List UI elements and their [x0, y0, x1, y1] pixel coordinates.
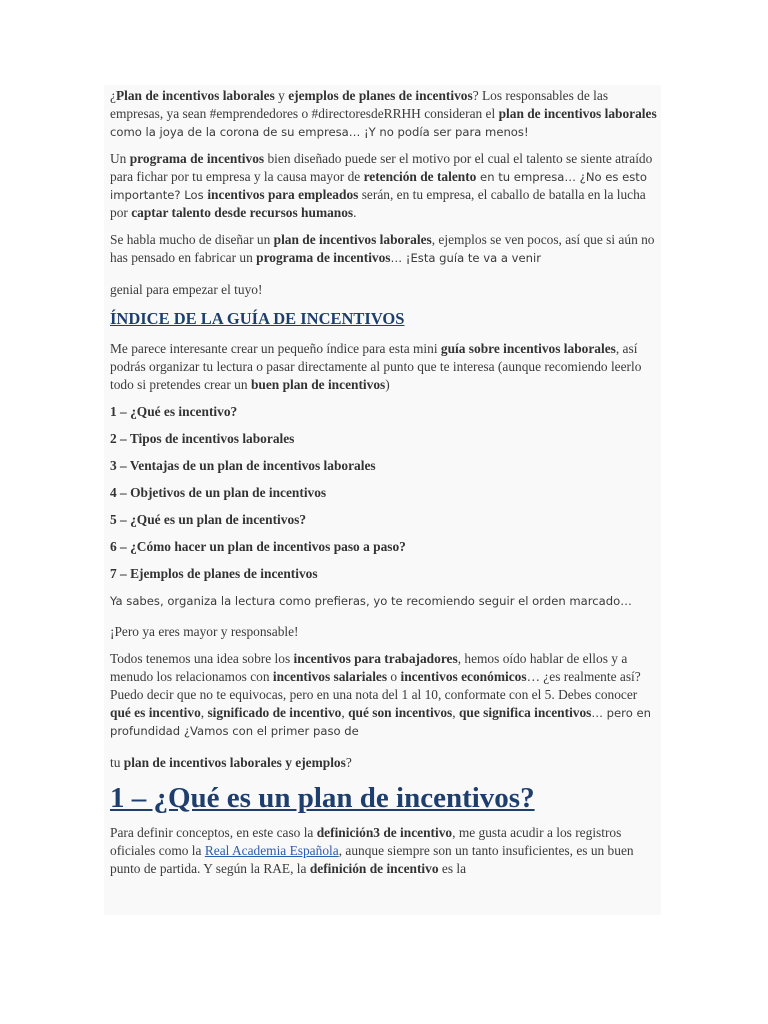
text: .: [353, 205, 357, 220]
bold-text: plan de incentivos laborales: [498, 106, 657, 121]
program-paragraph: [110, 150, 658, 222]
text: en tu empresa… ¿No es esto importante? Los: [110, 170, 647, 202]
text: tu: [110, 755, 124, 770]
index-item[interactable]: 1 – ¿Qué es incentivo?: [110, 404, 238, 419]
text: ? Los responsables de las empresas, ya sean #emprendedores o #directoresdeRRHH consideran el: [110, 88, 609, 121]
bold-text: plan de incentivos laborales y ejemplos: [123, 755, 346, 770]
document-page: [104, 85, 661, 915]
intro-paragraph: [110, 87, 658, 141]
index-item[interactable]: 4 – Objetivos de un plan de incentivos: [110, 485, 327, 500]
rae-link[interactable]: Real Academia Española: [204, 843, 339, 858]
bold-text: ejemplos de planes de incentivos: [288, 88, 473, 103]
bold-text: significado de incentivo: [207, 705, 342, 720]
text: ¿: [110, 88, 116, 103]
bold-text: incentivos para empleados: [207, 187, 359, 202]
design-paragraph-end: genial para empezar el tuyo!: [110, 282, 263, 297]
text: y: [274, 88, 289, 103]
bold-text: incentivos para trabajadores: [293, 651, 458, 666]
bold-text: programa de incentivos: [256, 250, 391, 265]
bold-text: que significa incentivos: [458, 705, 592, 720]
bold-text: qué es incentivo: [110, 705, 201, 720]
bold-text: Plan de incentivos laborales: [115, 88, 275, 103]
text: Todos tenemos una idea sobre los: [110, 651, 294, 666]
bold-text: guía sobre incentivos laborales: [440, 341, 616, 356]
text: ): [385, 377, 390, 392]
index-item[interactable]: 2 – Tipos de incentivos laborales: [110, 431, 295, 446]
text: … ¿es realmente así? Puedo decir que no te equivocas, pero en una nota del 1 al 10, conformate con el 5. Debes conocer: [110, 669, 641, 702]
text: Me parece interesante crear un pequeño índice para esta mini: [110, 341, 441, 356]
bold-text: buen plan de incentivos: [250, 377, 386, 392]
text: es la: [438, 861, 467, 876]
bold-text: retención de talento: [363, 169, 477, 184]
incentives-paragraph: [110, 650, 658, 740]
bold-text: qué son incentivos: [348, 705, 453, 720]
bold-text: definición de incentivo: [309, 861, 439, 876]
text: ?: [345, 755, 352, 770]
index-intro-paragraph: [110, 340, 658, 394]
text: ,: [452, 705, 459, 720]
bold-text: captar talento desde recursos humanos: [131, 205, 354, 220]
text: Un: [110, 151, 130, 166]
bold-text: definición3 de incentivo: [316, 825, 453, 840]
text: … ¡Esta guía te va a venir: [390, 251, 542, 265]
text: , aunque siempre son un tanto insuficientes, es un buen punto de partida. Y según la RAE, la: [110, 843, 634, 876]
text: ,: [200, 705, 208, 720]
index-item[interactable]: 7 – Ejemplos de planes de incentivos: [110, 566, 318, 581]
incentives-paragraph-end: [110, 754, 658, 772]
text: , me gusta acudir a los registros oficiales como la: [110, 825, 622, 858]
text: Se habla mucho de diseñar un: [110, 232, 274, 247]
index-heading: ÍNDICE DE LA GUÍA DE INCENTIVOS: [110, 309, 405, 328]
text: , ejemplos se ven pocos, así que si aún no has pensado en fabricar un: [110, 232, 655, 265]
index-item[interactable]: 5 – ¿Qué es un plan de incentivos?: [110, 512, 307, 527]
bold-text: incentivos salariales: [272, 669, 388, 684]
design-paragraph: [110, 231, 658, 267]
text: … pero en profundidad ¿Vamos con el primer paso de: [110, 706, 651, 738]
responsible-paragraph: ¡Pero ya eres mayor y responsable!: [110, 624, 299, 639]
reading-order-paragraph: Ya sabes, organiza la lectura como prefieras, yo te recomiendo seguir el orden marcado…: [110, 594, 632, 608]
bold-text: incentivos económicos: [400, 669, 527, 684]
index-item[interactable]: 6 – ¿Cómo hacer un plan de incentivos paso a paso?: [110, 539, 406, 554]
text: serán, en tu empresa, el caballo de batalla en la lucha por: [110, 187, 646, 220]
text: Para definir conceptos, en este caso la: [110, 825, 317, 840]
bold-text: programa de incentivos: [129, 151, 265, 166]
index-item[interactable]: 3 – Ventajas de un plan de incentivos laborales: [110, 458, 376, 473]
section-heading: 1 – ¿Qué es un plan de incentivos?: [110, 782, 535, 814]
bold-text: plan de incentivos laborales: [273, 232, 432, 247]
text: o: [387, 669, 401, 684]
definition-paragraph: [110, 824, 658, 878]
article-body: [104, 85, 658, 878]
text: , hemos oído hablar de ellos y a menudo los relacionamos con: [110, 651, 628, 684]
text: , así podrás organizar tu lectura o pasar directamente al punto que te interesa (aunque recomiendo leerlo todo si pretendes crear un: [110, 341, 642, 392]
text: como la joya de la corona de su empresa… ¡Y no podía ser para menos!: [110, 125, 529, 139]
text: bien diseñado puede ser el motivo por el cual el talento se siente atraído para fichar por tu empresa y la causa mayor de: [110, 151, 653, 184]
text: ,: [341, 705, 349, 720]
